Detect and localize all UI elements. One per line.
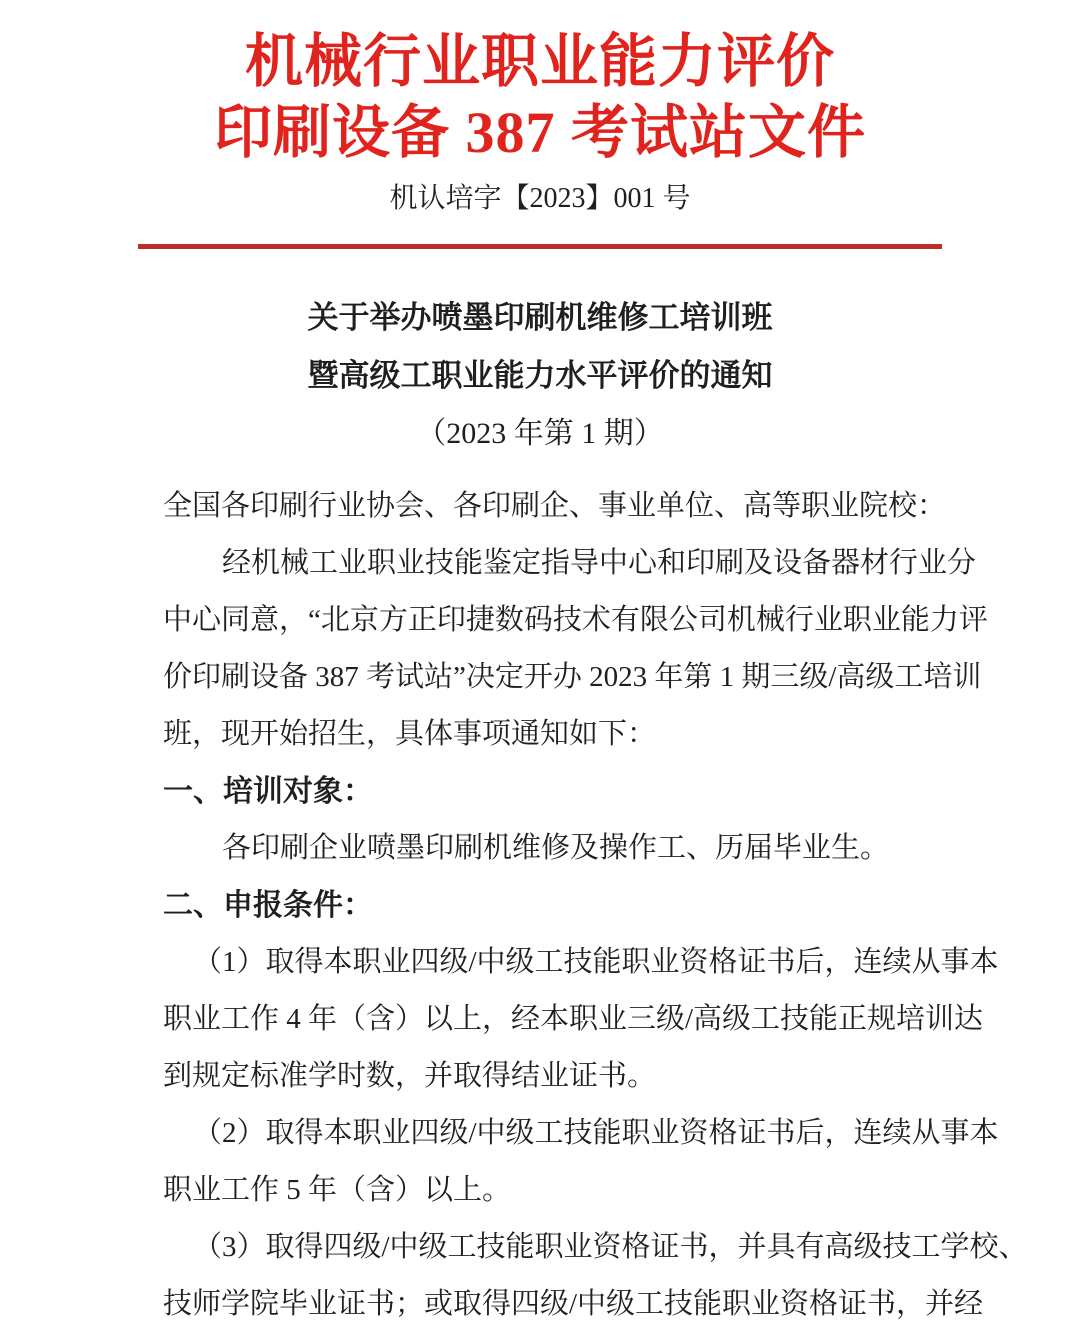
document-line: 经机械工业职业技能鉴定指导中心和印刷及设备器材行业分: [222, 547, 977, 579]
section-heading: 二、申报条件：: [163, 889, 373, 922]
notice-heading: [0, 299, 1080, 452]
document-line: 职业工作 4 年（含）以上，经本职业三级/高级工技能正规培训达: [163, 1003, 984, 1035]
document-line: （3）取得四级/中级工技能职业资格证书，并具有高级技工学校、: [193, 1231, 1028, 1263]
document-header: [0, 0, 1080, 249]
document-line: 中心同意，“北京方正印捷数码技术有限公司机械行业职业能力评: [163, 604, 988, 636]
document-line: 职业工作 5 年（含）以上。: [163, 1174, 512, 1206]
header-divider-rule: [138, 244, 942, 249]
document-line: （1）取得本职业四级/中级工技能职业资格证书后，连续从事本: [193, 946, 999, 978]
section-heading: 一、培训对象：: [163, 775, 373, 808]
notice-title-line1: 关于举办喷墨印刷机维修工培训班: [307, 300, 773, 335]
document-body: [0, 478, 1080, 1320]
document-line: 全国各印刷行业协会、各印刷企、事业单位、高等职业院校：: [163, 490, 947, 522]
notice-title-line2: 暨高级工职业能力水平评价的通知: [307, 358, 773, 393]
document-line: （2）取得本职业四级/中级工技能职业资格证书后，连续从事本: [193, 1117, 999, 1149]
document-title-line2: 印刷设备 387 考试站文件: [213, 100, 866, 165]
document-line: 价印刷设备 387 考试站”决定开办 2023 年第 1 期三级/高级工培训: [163, 661, 982, 693]
document-number: 机认培字【2023】001 号: [389, 183, 691, 214]
document-line: 到规定标准学时数，并取得结业证书。: [163, 1060, 657, 1092]
document-line: 各印刷企业喷墨印刷机维修及操作工、历届毕业生。: [222, 832, 890, 864]
document-line: 技师学院毕业证书；或取得四级/中级工技能职业资格证书，并经: [163, 1288, 984, 1320]
document-title-line1: 机械行业职业能力评价: [244, 29, 835, 94]
notice-issue-number: （2023 年第 1 期）: [416, 417, 664, 450]
document-line: 班，现开始招生，具体事项通知如下：: [163, 718, 657, 750]
